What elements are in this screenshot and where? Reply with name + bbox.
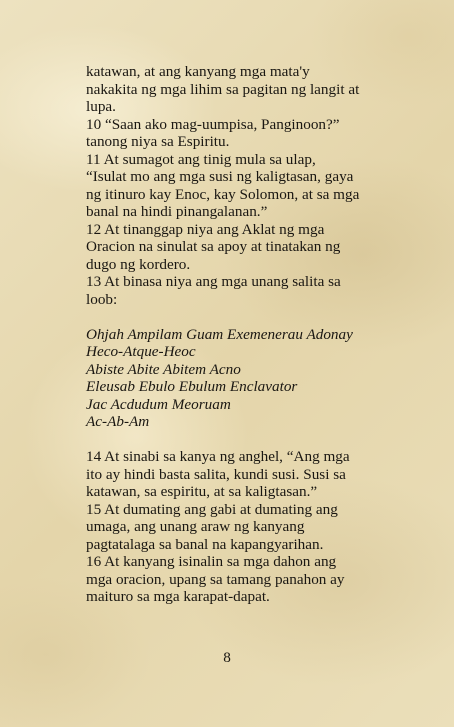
paragraph-verse-16: 16 At kanyang isinalin sa mga dahon ang mga oracion, upang sa tamang panahon ay maituro sa mga karapat-dapat. <box>86 553 345 605</box>
incantation-line: Eleusab Ebulo Ebulum Enclavator <box>86 378 298 395</box>
incantation-line: Heco-Atque-Heoc <box>86 343 196 360</box>
paragraph-verse-9-continued: katawan, at ang kanyang mga mata'y nakakita ng mga lihim sa pagitan ng langit at lupa. <box>86 63 360 115</box>
paragraph-verse-10: 10 “Saan ako mag-uumpisa, Panginoon?” tanong niya sa Espiritu. <box>86 115 340 150</box>
incantation-block <box>86 326 386 431</box>
paragraph-verse-13: 13 At binasa niya ang mga unang salita sa loob: <box>86 273 341 308</box>
paragraph-verse-11: 11 At sumagot ang tinig mula sa ulap, “Isulat mo ang mga susi ng kaligtasan, gaya ng itinuro kay Enoc, kay Solomon, at sa mga banal na hindi pinangalanan.” <box>86 150 360 220</box>
paragraph-verse-14: 14 At sinabi sa kanya ng anghel, “Ang mga ito ay hindi basta salita, kundi susi. Susi sa katawan, sa espiritu, at sa kaligtasan.” <box>86 448 350 500</box>
incantation-line: Ohjah Ampilam Guam Exemenerau Adonay <box>86 325 353 343</box>
page-body <box>86 63 386 606</box>
incantation-line: Jac Acdudum Meoruam <box>86 395 231 413</box>
paragraph-verse-12: 12 At tinanggap niya ang Aklat ng mga Oracion na sinulat sa apoy at tinatakan ng dugo ng kordero. <box>86 220 341 273</box>
incantation-line: Ac-Ab-Am <box>86 413 150 430</box>
incantation-line: Abiste Abite Abitem Acno <box>86 360 241 378</box>
paragraph-verse-15: 15 At dumating ang gabi at dumating ang umaga, ang unang araw ng kanyang pagtatalaga sa banal na kapangyarihan. <box>86 500 338 553</box>
page-number: 8 <box>223 649 231 666</box>
